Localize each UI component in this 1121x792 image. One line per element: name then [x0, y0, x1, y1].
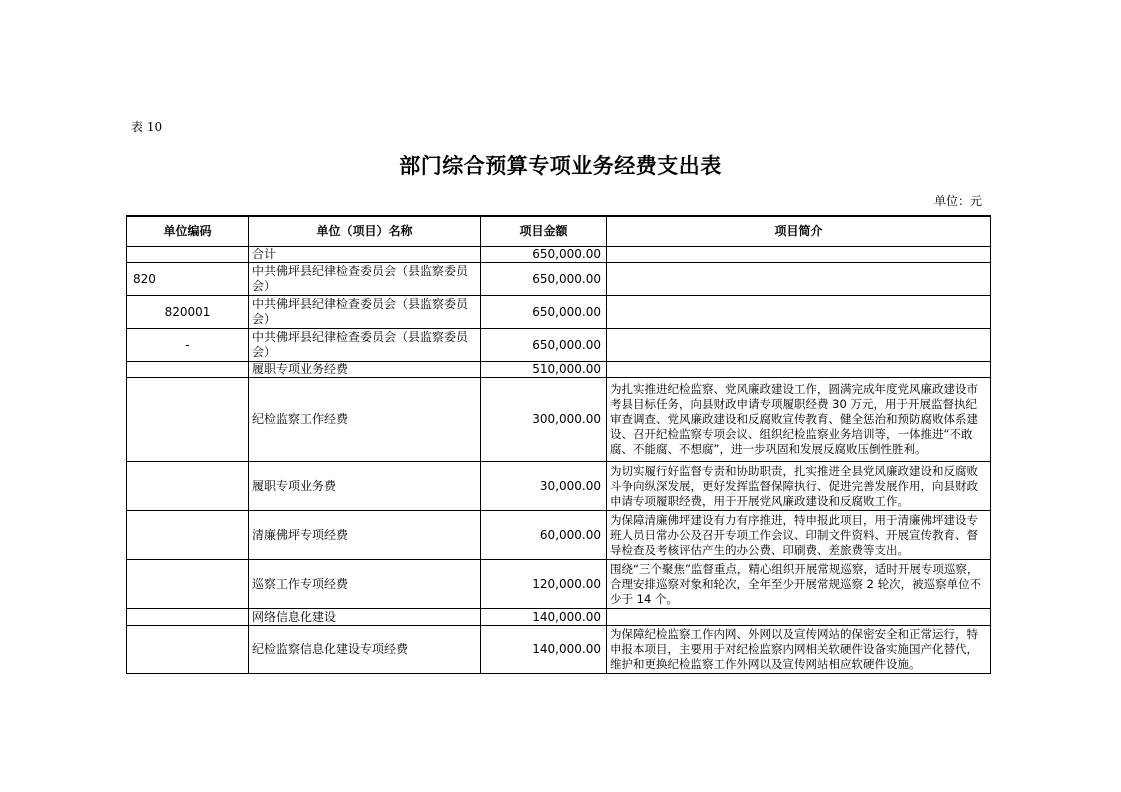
- header-description: 项目简介: [607, 216, 991, 247]
- table-row: [127, 263, 991, 296]
- table-row: [127, 511, 991, 560]
- table-row: [127, 609, 991, 626]
- description: 围绕“三个聚焦”监督重点，精心组织开展常规巡察，适时开展专项巡察，合理安排巡察对象和轮次，全年至少开展常规巡察 2 轮次，被巡察单位不少于 14 个。: [607, 560, 991, 609]
- table-row: [127, 560, 991, 609]
- unit-code: [127, 462, 249, 511]
- description: [607, 329, 991, 362]
- description: 为保障纪检监察工作内网、外网以及宣传网站的保密安全和正常运行，特申报本项目，主要用于对纪检监察内网相关软硬件设备实施国产化替代，维护和更换纪检监察工作外网以及宣传网站相应软硬件设施。: [607, 626, 991, 674]
- amount: 300,000.00: [481, 378, 607, 462]
- table-row: [127, 247, 991, 263]
- unit-name: 合计: [249, 247, 481, 263]
- description: [607, 296, 991, 329]
- unit-name: 纪检监察工作经费: [249, 378, 481, 462]
- unit-code: 820: [127, 263, 249, 296]
- unit-name: 巡察工作专项经费: [249, 560, 481, 609]
- amount: 120,000.00: [481, 560, 607, 609]
- description: [607, 247, 991, 263]
- description: [607, 263, 991, 296]
- table-row: [127, 626, 991, 674]
- header-amount: 项目金额: [481, 216, 607, 247]
- unit-code: [127, 362, 249, 378]
- unit-name: 中共佛坪县纪律检查委员会（县监察委员会）: [249, 263, 481, 296]
- table-row: [127, 362, 991, 378]
- unit-code: -: [127, 329, 249, 362]
- amount: 650,000.00: [481, 247, 607, 263]
- unit-label: 单位：元: [933, 194, 982, 208]
- page-title: 部门综合预算专项业务经费支出表: [399, 153, 722, 178]
- unit-code: [127, 378, 249, 462]
- amount: 650,000.00: [481, 329, 607, 362]
- unit-name: 履职专项业务费: [249, 462, 481, 511]
- unit-name: 中共佛坪县纪律检查委员会（县监察委员会）: [249, 296, 481, 329]
- table-row: [127, 462, 991, 511]
- header-unit-name: 单位（项目）名称: [249, 216, 481, 247]
- unit-name: 清廉佛坪专项经费: [249, 511, 481, 560]
- amount: 650,000.00: [481, 296, 607, 329]
- description: 为扎实推进纪检监察、党风廉政建设工作，圆满完成年度党风廉政建设市考县目标任务，向县财政申请专项履职经费 30 万元，用于开展监督执纪审查调查、党风廉政建设和反腐败宣传教育、健全惩治和预防腐败体系建设、召开纪检监察专项会议、组织纪检监察业务培训等，一体推进“不敢腐、不能腐、不想腐”，进一步巩固和发展反腐败压倒性胜利。: [607, 378, 991, 462]
- budget-table: [126, 215, 991, 674]
- table-row: [127, 378, 991, 462]
- header-unit-code: 单位编码: [127, 216, 249, 247]
- unit-name: 网络信息化建设: [249, 609, 481, 626]
- unit-code: [127, 511, 249, 560]
- amount: 60,000.00: [481, 511, 607, 560]
- amount: 30,000.00: [481, 462, 607, 511]
- description: 为保障清廉佛坪建设有力有序推进，特申报此项目，用于清廉佛坪建设专班人员日常办公及召开专项工作会议、印制文件资料、开展宣传教育、督导检查及考核评估产生的办公费、印刷费、差旅费等支出。: [607, 511, 991, 560]
- unit-code: 820001: [127, 296, 249, 329]
- unit-name: 中共佛坪县纪律检查委员会（县监察委员会）: [249, 329, 481, 362]
- description: [607, 609, 991, 626]
- amount: 140,000.00: [481, 626, 607, 674]
- unit-code: [127, 609, 249, 626]
- table-row: [127, 329, 991, 362]
- table-row: [127, 296, 991, 329]
- unit-code: [127, 247, 249, 263]
- amount: 140,000.00: [481, 609, 607, 626]
- amount: 510,000.00: [481, 362, 607, 378]
- unit-name: 履职专项业务经费: [249, 362, 481, 378]
- description: 为切实履行好监督专责和协助职责，扎实推进全县党风廉政建设和反腐败斗争向纵深发展，更好发挥监督保障执行、促进完善发展作用，向县财政申请专项履职经费，用于开展党风廉政建设和反腐败工作。: [607, 462, 991, 511]
- table-header-row: [127, 216, 991, 247]
- unit-name: 纪检监察信息化建设专项经费: [249, 626, 481, 674]
- amount: 650,000.00: [481, 263, 607, 296]
- description: [607, 362, 991, 378]
- unit-code: [127, 626, 249, 674]
- unit-code: [127, 560, 249, 609]
- table-number: 表 10: [131, 120, 163, 134]
